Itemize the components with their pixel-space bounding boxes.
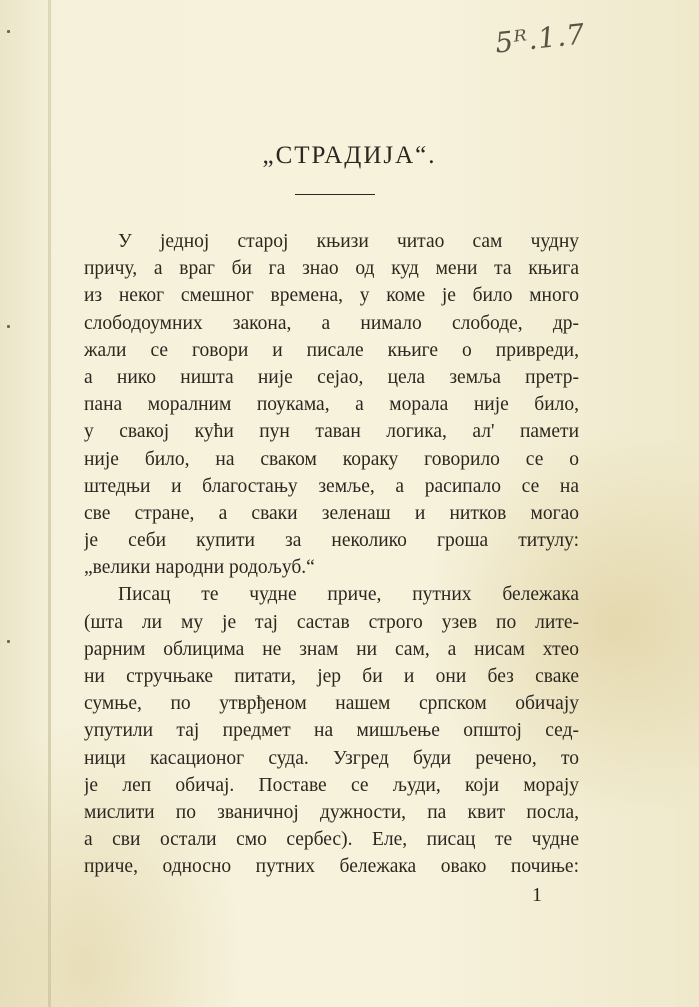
text-line: штедњи и благостању земље, а расипало се на bbox=[84, 475, 579, 497]
text-line: рарним облицима не знам ни сам, а нисам хтео bbox=[84, 638, 579, 660]
text-line: све стране, а сваки зеленаш и нитков могао bbox=[84, 502, 579, 524]
text-line: причу, а враг би га знао од куд мени та књига bbox=[84, 258, 579, 280]
body-text bbox=[84, 228, 579, 881]
edge-mark bbox=[7, 30, 10, 33]
text-line: а сви остали смо сербес). Еле, писац те чудне bbox=[84, 829, 579, 851]
handwritten-margin-note: 5ᴿ.1.7 bbox=[493, 17, 588, 60]
text-line: (шта ли му је тај састав строго узев по лите- bbox=[84, 611, 579, 633]
text-line: слободоумних закона, а нимало слободе, др- bbox=[84, 312, 579, 334]
text-line: Писац те чудне приче, путних бележака bbox=[118, 584, 579, 606]
text-line: а нико ништа није сејао, цела земља претр- bbox=[84, 366, 579, 388]
text-line: У једној старој књизи читао сам чудну bbox=[118, 231, 579, 252]
text-line: ници касационог суда. Узгред буди речено, то bbox=[84, 747, 579, 769]
text-line: „велики народни родољуб.“ bbox=[84, 557, 315, 579]
text-line: је леп обичај. Поставе се људи, који морају bbox=[84, 774, 579, 796]
chapter-title: „СТРАДИЈА“. bbox=[262, 142, 437, 169]
edge-mark bbox=[7, 325, 10, 328]
page-number: 1 bbox=[532, 884, 542, 906]
text-line: приче, односно путних бележака овако почиње: bbox=[84, 856, 579, 878]
text-line: мислити по званичној дужности, па квит посла, bbox=[84, 801, 579, 823]
text-line: ни стручњаке питати, јер би и они без сваке bbox=[84, 666, 579, 687]
title-divider bbox=[295, 194, 375, 195]
text-line: из неког смешног времена, у коме је било много bbox=[84, 285, 579, 307]
text-line: жали се говори и писале књиге о привреди, bbox=[84, 339, 579, 361]
text-line: је себи купити за неколико гроша титулу: bbox=[84, 530, 579, 552]
text-line: сумње, по утврђеном нашем српском обичају bbox=[84, 693, 579, 715]
text-line: није било, на сваком кораку говорило се о bbox=[84, 448, 579, 470]
text-line: пана моралним поукама, а морала није било, bbox=[84, 394, 579, 416]
text-line: упутили тај предмет на мишљење општој сед- bbox=[84, 720, 579, 742]
text-line: у свакој кући пун таван логика, ал' памети bbox=[84, 421, 579, 443]
edge-mark bbox=[7, 640, 10, 643]
